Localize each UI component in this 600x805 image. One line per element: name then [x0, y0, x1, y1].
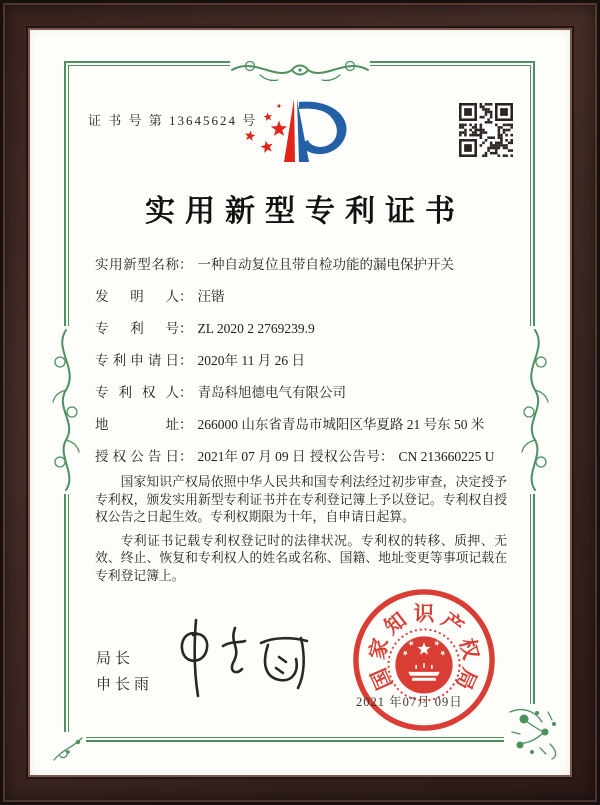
- seal-char: 权: [454, 636, 482, 662]
- seal-char: 产: [437, 609, 467, 640]
- field-label: 专利申请日: [95, 353, 179, 368]
- bottom-left-sprig-ornament: [50, 732, 86, 766]
- cnipa-logo: [235, 96, 365, 176]
- star-icon: [245, 131, 255, 141]
- signature: [168, 616, 323, 701]
- seal-char: 家: [366, 636, 394, 662]
- colon: ：: [179, 449, 193, 464]
- star-icon: [264, 113, 272, 121]
- field-row-patentee: [95, 383, 520, 402]
- seal-char: 知: [381, 609, 411, 640]
- legal-text: [95, 474, 507, 592]
- field-value: 266000 山东省青岛市城阳区华夏路 21 号东 50 米: [197, 417, 485, 432]
- star-icon: [261, 141, 273, 153]
- logo-p-bowl: [299, 102, 347, 154]
- colon: ：: [179, 321, 193, 336]
- star-icon: [271, 121, 287, 136]
- certificate-number: 证 书 号 第 13645624 号: [88, 113, 258, 128]
- field-value: 一种自动复位且带自检功能的漏电保护开关: [197, 257, 454, 272]
- field-label: 专 利 权 人: [95, 385, 179, 400]
- colon: ：: [179, 417, 193, 432]
- qr-code: [459, 103, 513, 157]
- field-label: 实用新型名称: [95, 257, 179, 272]
- field-value: 汪锴: [197, 289, 225, 304]
- field-value: CN 213660225 U: [398, 449, 495, 464]
- legal-paragraph: 专利证书记载专利权登记时的法律状况。专利权的转移、质押、无效、终止、恢复和专利权人的姓名或名称、国籍、地址变更等事项记载在专利登记簿上。: [95, 533, 507, 583]
- field-row-filing-date: [95, 351, 520, 370]
- certificate-title: 实用新型专利证书: [145, 195, 465, 228]
- field-value: 2020年 11 月 26 日: [197, 353, 305, 368]
- signer-block: [96, 646, 153, 698]
- signer-name: 申长雨: [96, 677, 154, 693]
- signer-title: 局长: [96, 651, 135, 667]
- left-flourish-ornament: [48, 326, 84, 494]
- bottom-right-floral-ornament: [504, 704, 562, 760]
- field-row-patent-no: [95, 319, 520, 338]
- colon: ：: [179, 257, 193, 272]
- grant-number-group: [310, 447, 495, 466]
- field-row-inventor: [95, 287, 520, 306]
- field-label: 授权公告号: [310, 449, 380, 464]
- top-flourish-ornament: [230, 52, 370, 86]
- national-emblem: [395, 636, 452, 693]
- colon: ：: [380, 449, 394, 464]
- field-row-grant: [95, 447, 520, 466]
- seal-char: 局: [451, 664, 480, 693]
- field-label: 授权公告日: [95, 449, 179, 464]
- seal-char: 识: [413, 603, 435, 626]
- colon: ：: [179, 353, 193, 368]
- official-seal: [350, 586, 498, 734]
- seal-char: 国: [368, 664, 397, 693]
- right-flourish-ornament: [517, 326, 553, 494]
- legal-paragraph: 国家知识产权局依照中华人民共和国专利法经过初步审查，决定授予专利权，颁发实用新型专利证书并在专利登记簿上予以登记。专利权自授权公告之日起生效。专利权期限为十年，自申请日起算。: [95, 475, 507, 525]
- field-label: 地 址: [95, 417, 179, 432]
- colon: ：: [179, 385, 193, 400]
- colon: ：: [179, 289, 193, 304]
- field-label: 发 明 人: [95, 289, 179, 304]
- star-icon: [277, 104, 282, 109]
- field-value: 2021年 07 月 09 日: [197, 449, 306, 464]
- field-value: 青岛科旭德电气有限公司: [197, 385, 346, 400]
- logo-wedge-red: [284, 99, 295, 162]
- seal-date: 2021 年07月 09日: [356, 695, 463, 709]
- field-row-address: [95, 415, 520, 434]
- field-value: ZL 2020 2 2769239.9: [197, 321, 315, 336]
- field-row-name: [95, 255, 520, 274]
- field-label: 专 利 号: [95, 321, 179, 336]
